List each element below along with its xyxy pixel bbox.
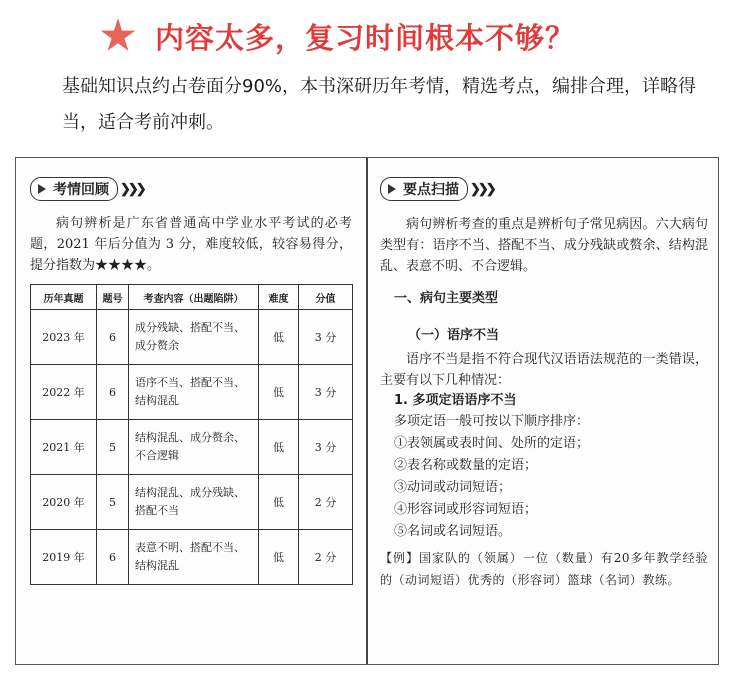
key-points-paragraph: 病句辨析考查的重点是辨析句子常见病因。六大病句类型有：语序不当、搭配不当、成分残缺或赘余、结构混乱、表意不明、不合逻辑。 <box>380 217 708 274</box>
list-item: ④形容词或形容词短语； <box>394 502 538 517</box>
column-header: 分值 <box>299 285 353 310</box>
table-header-row <box>31 285 353 310</box>
right-page <box>380 158 708 665</box>
year-cell: 2020 年 <box>31 475 97 530</box>
definition-paragraph: 语序不当是指不符合现代汉语语法规范的一类错误，主要有以下几种情况： <box>380 352 708 388</box>
section-tag <box>380 177 468 201</box>
difficulty-cell: 低 <box>259 365 299 420</box>
content-cell: 结构混乱、成分赘余、不合逻辑 <box>129 420 259 475</box>
question-number-cell: 6 <box>97 310 129 365</box>
column-header: 历年真题 <box>31 285 97 310</box>
table-row <box>31 530 353 585</box>
year-cell: 2023 年 <box>31 310 97 365</box>
score-cell: 2 分 <box>299 530 353 585</box>
order-intro: 多项定语一般可按以下顺序排序： <box>394 414 590 429</box>
heading-level-3: 1. 多项定语语序不当 <box>394 393 517 408</box>
difficulty-cell: 低 <box>259 475 299 530</box>
column-header: 题号 <box>97 285 129 310</box>
score-cell: 3 分 <box>299 365 353 420</box>
list-item: ③动词或动词短语； <box>394 480 512 495</box>
content-cell: 语序不当、搭配不当、结构混乱 <box>129 365 259 420</box>
book-spread <box>15 157 719 665</box>
difficulty-cell: 低 <box>259 530 299 585</box>
intro-text: 基础知识点约占卷面分90%，本书深研历年考情，精选考点，编排合理，详略得当，适合考前冲刺。 <box>62 76 697 133</box>
section-header-key-points <box>380 176 708 202</box>
chevrons-icon: ❯❯❯ <box>120 181 144 197</box>
play-icon <box>385 182 399 196</box>
score-cell: 3 分 <box>299 310 353 365</box>
list-item: ⑤名词或名词短语。 <box>394 524 512 539</box>
table-row <box>31 365 353 420</box>
year-cell: 2019 年 <box>31 530 97 585</box>
column-header: 难度 <box>259 285 299 310</box>
promo-header <box>0 0 750 150</box>
content-cell: 成分残缺、搭配不当、成分赘余 <box>129 310 259 365</box>
play-icon <box>35 182 49 196</box>
section-tag-label: 考情回顾 <box>53 182 109 198</box>
difficulty-cell: 低 <box>259 420 299 475</box>
section-tag-label: 要点扫描 <box>403 182 459 198</box>
question-number-cell: 5 <box>97 475 129 530</box>
difficulty-cell: 低 <box>259 310 299 365</box>
list-item: ①表领属或表时间、处所的定语； <box>394 436 590 451</box>
left-page <box>30 158 352 665</box>
question-number-cell: 5 <box>97 420 129 475</box>
exam-history-table <box>30 284 353 585</box>
example-paragraph: 【例】国家队的（领属）一位（数量）有20多年教学经验的（动词短语）优秀的（形容词）篮球（名词）教练。 <box>380 551 708 587</box>
star-icon <box>100 18 136 54</box>
question-number-cell: 6 <box>97 530 129 585</box>
content-cell: 表意不明、搭配不当、结构混乱 <box>129 530 259 585</box>
heading-level-2: （一）语序不当 <box>408 328 500 343</box>
score-cell: 2 分 <box>299 475 353 530</box>
column-header: 考查内容（出题陷阱） <box>129 285 259 310</box>
score-cell: 3 分 <box>299 420 353 475</box>
list-item: ②表名称或数量的定语； <box>394 458 538 473</box>
heading-level-1: 一、病句主要类型 <box>394 291 499 306</box>
section-tag <box>30 177 118 201</box>
headline: 内容太多，复习时间根本不够？ <box>155 21 576 55</box>
table-row <box>31 310 353 365</box>
review-paragraph: 病句辨析是广东省普通高中学业水平考试的必考题，2021 年后分值为 3 分，难度较低，较容易得分，提分指数为★★★★。 <box>30 216 352 273</box>
section-header-review <box>30 176 352 202</box>
table-row <box>31 475 353 530</box>
content-cell: 结构混乱、成分残缺、搭配不当 <box>129 475 259 530</box>
question-number-cell: 6 <box>97 365 129 420</box>
year-cell: 2021 年 <box>31 420 97 475</box>
table-row <box>31 420 353 475</box>
page-divider <box>366 158 368 665</box>
chevrons-icon: ❯❯❯ <box>470 181 494 197</box>
year-cell: 2022 年 <box>31 365 97 420</box>
